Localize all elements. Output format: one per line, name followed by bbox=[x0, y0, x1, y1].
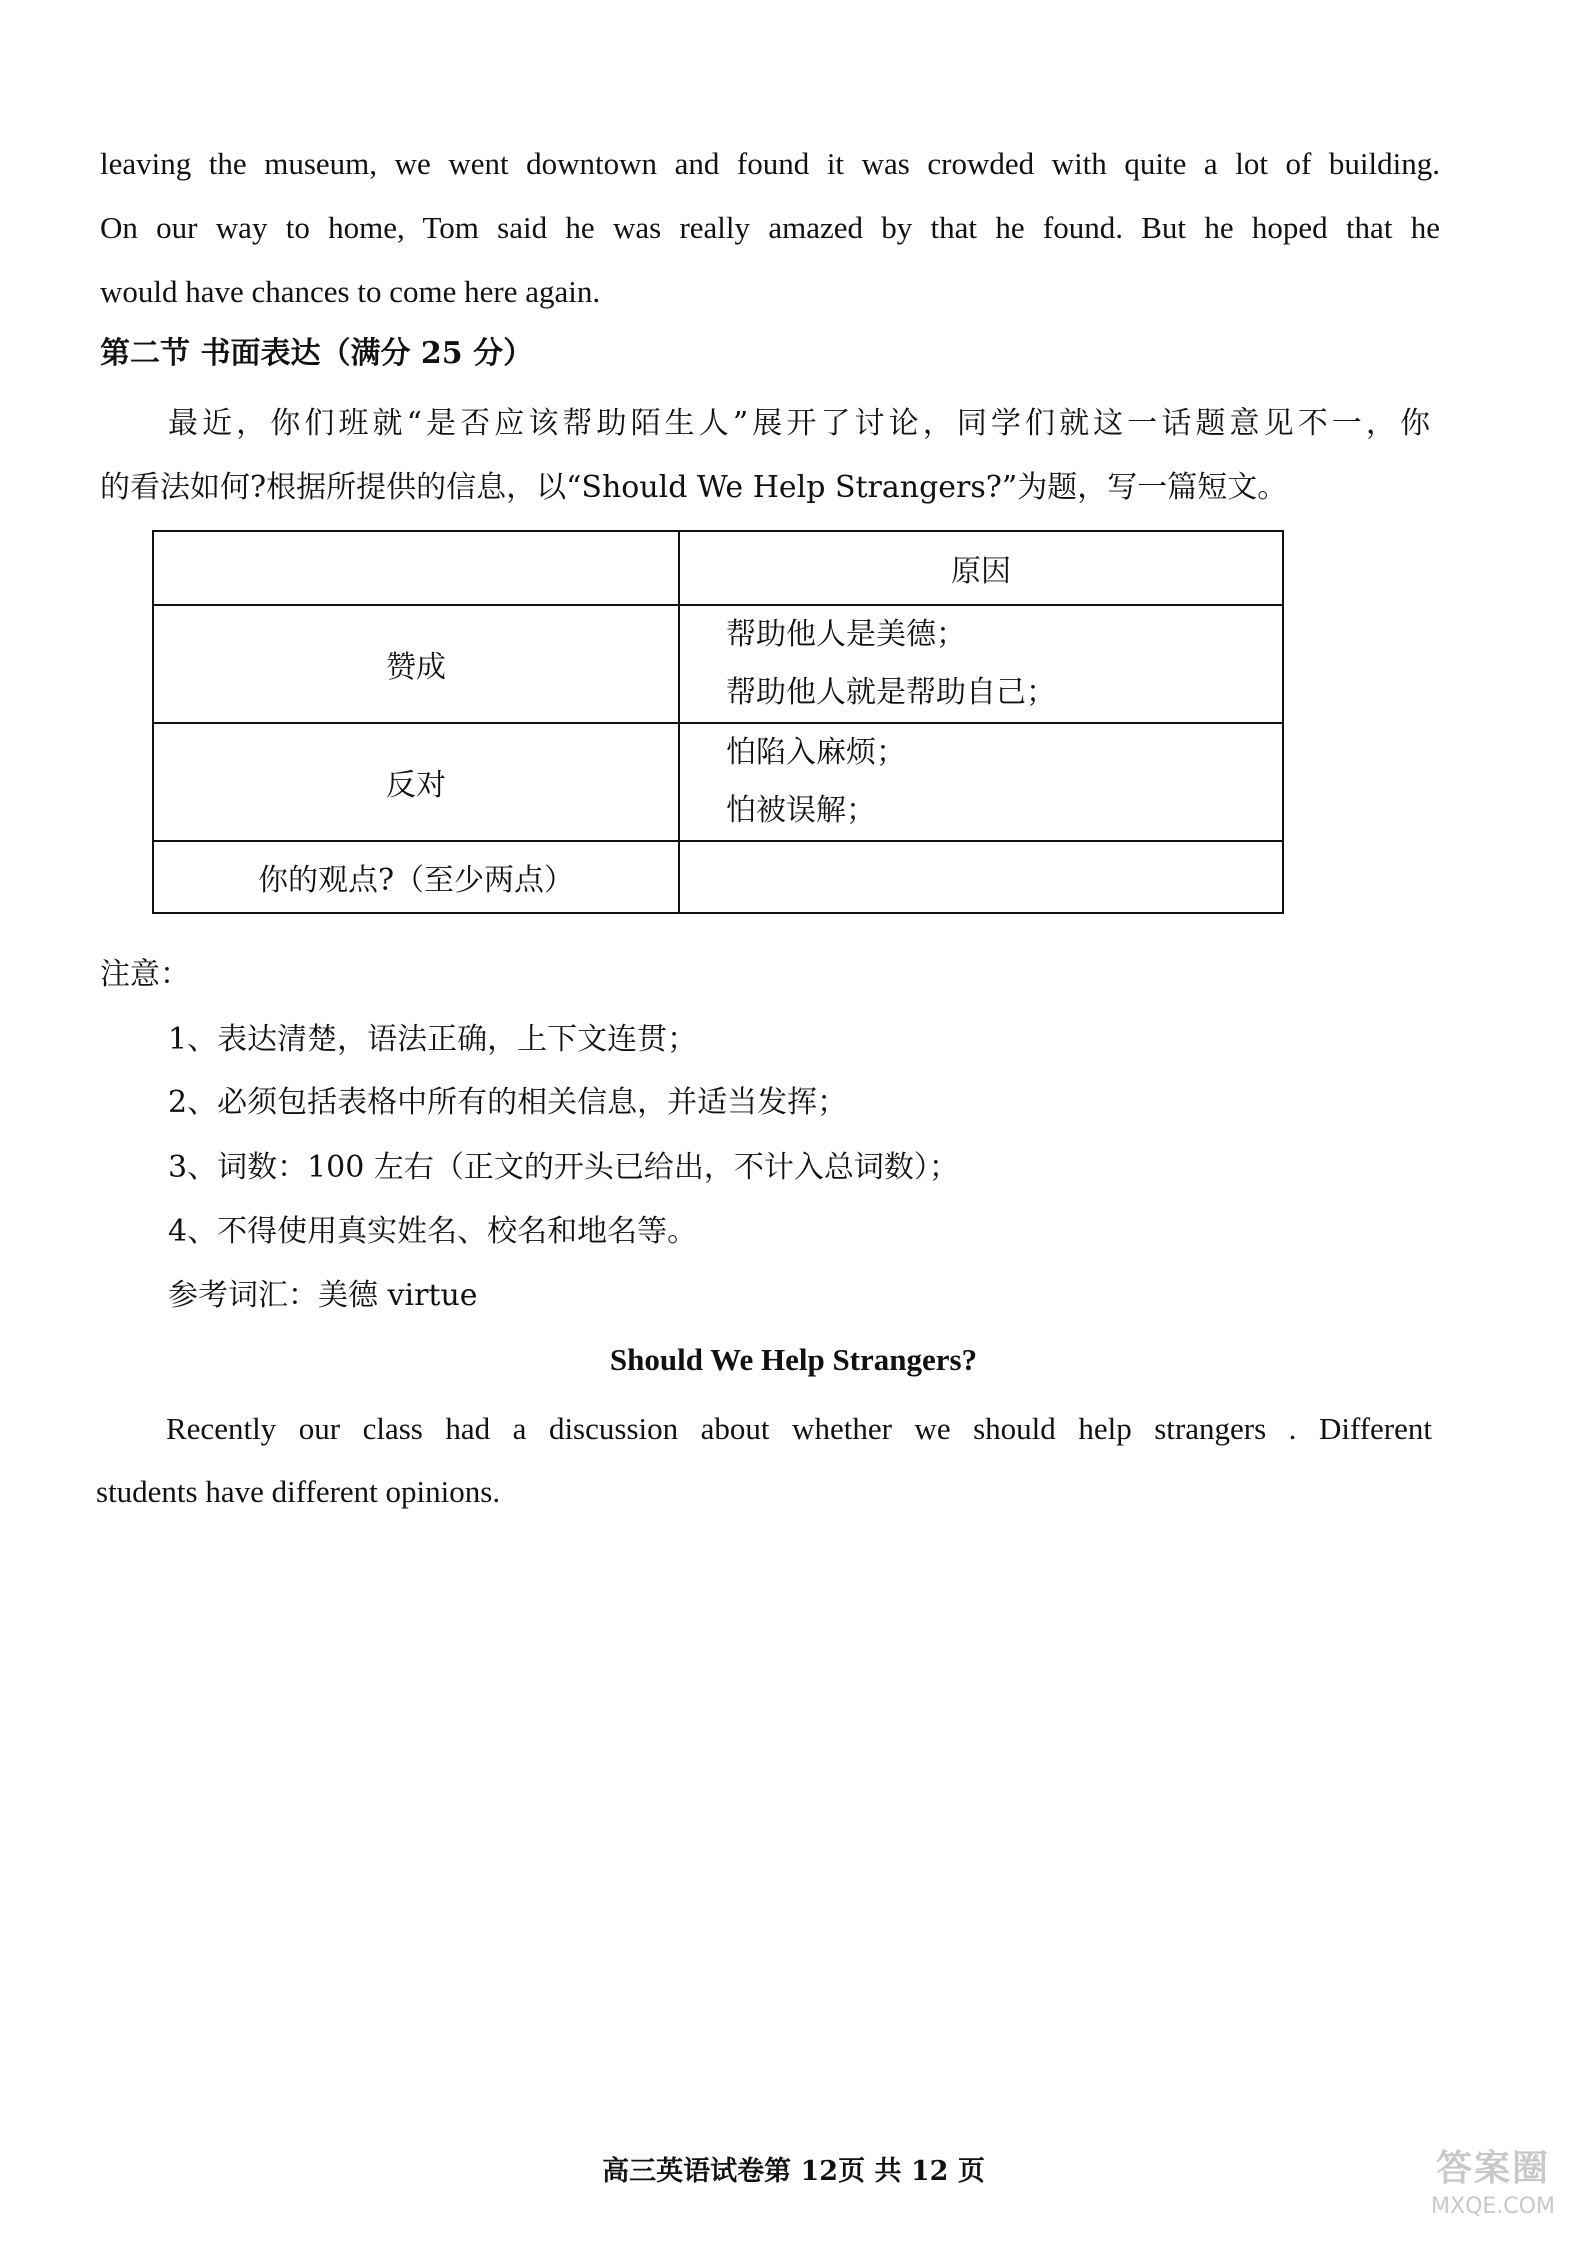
note-item-2: 2、必须包括表格中所有的相关信息，并适当发挥； bbox=[168, 1085, 848, 1120]
row-label-support: 赞成 bbox=[153, 605, 679, 723]
note-item-4: 4、不得使用真实姓名、校名和地名等。 bbox=[168, 1214, 698, 1249]
essay-line-2: students have different opinions. bbox=[96, 1474, 501, 1509]
passage-line-2: On our way to home, Tom said he was really amazed by that he found. But he hoped that he bbox=[100, 210, 1440, 245]
passage-line-1: leaving the museum, we went downtown and found it was crowded with quite a lot of building. bbox=[100, 146, 1440, 181]
essay-line-1: Recently our class had a discussion about whether we should help strangers . Different bbox=[166, 1411, 1432, 1446]
row-reasons-support bbox=[679, 605, 1283, 723]
reason-item: 怕陷入麻烦； bbox=[726, 735, 906, 770]
row-reasons-oppose bbox=[679, 723, 1283, 841]
section-heading: 第二节 书面表达（满分 25 分） bbox=[100, 336, 534, 371]
opinion-table bbox=[152, 530, 1284, 914]
row-reasons-your-opinion bbox=[679, 841, 1283, 913]
section-intro-line-2: 的看法如何?根据所提供的信息，以“Should We Help Strangers?”为题，写一篇短文。 bbox=[100, 470, 1288, 505]
essay-title: Should We Help Strangers? bbox=[609, 1342, 978, 1377]
passage-line-3: would have chances to come here again. bbox=[100, 274, 601, 309]
reason-item: 怕被误解； bbox=[726, 793, 876, 828]
reason-item: 帮助他人是美德； bbox=[726, 617, 966, 652]
watermark-url: MXQE.COM bbox=[1431, 2194, 1555, 2219]
reason-item: 帮助他人就是帮助自己； bbox=[726, 675, 1056, 710]
table-header-empty-cell bbox=[153, 531, 679, 605]
watermark-logo: 答案圈 bbox=[1435, 2148, 1550, 2189]
table-header-row bbox=[153, 531, 1283, 605]
notes-title: 注意： bbox=[100, 957, 190, 992]
note-item-1: 1、表达清楚，语法正确，上下文连贯； bbox=[168, 1022, 698, 1057]
row-label-your-opinion: 你的观点?（至少两点） bbox=[153, 841, 679, 913]
row-label-oppose: 反对 bbox=[153, 723, 679, 841]
table-row-oppose bbox=[153, 723, 1283, 841]
watermark bbox=[1408, 2145, 1578, 2241]
table-header-reason: 原因 bbox=[679, 531, 1283, 605]
reference-vocab: 参考词汇：美德 virtue bbox=[168, 1278, 478, 1313]
table-row-your-opinion bbox=[153, 841, 1283, 913]
page-footer: 高三英语试卷第 12页 共 12 页 bbox=[602, 2156, 985, 2187]
note-item-3: 3、词数：100 左右（正文的开头已给出，不计入总词数）； bbox=[168, 1150, 959, 1185]
section-intro-line-1: 最近，你们班就“是否应该帮助陌生人”展开了讨论，同学们就这一话题意见不一，你 bbox=[168, 406, 1430, 441]
table-row-support bbox=[153, 605, 1283, 723]
